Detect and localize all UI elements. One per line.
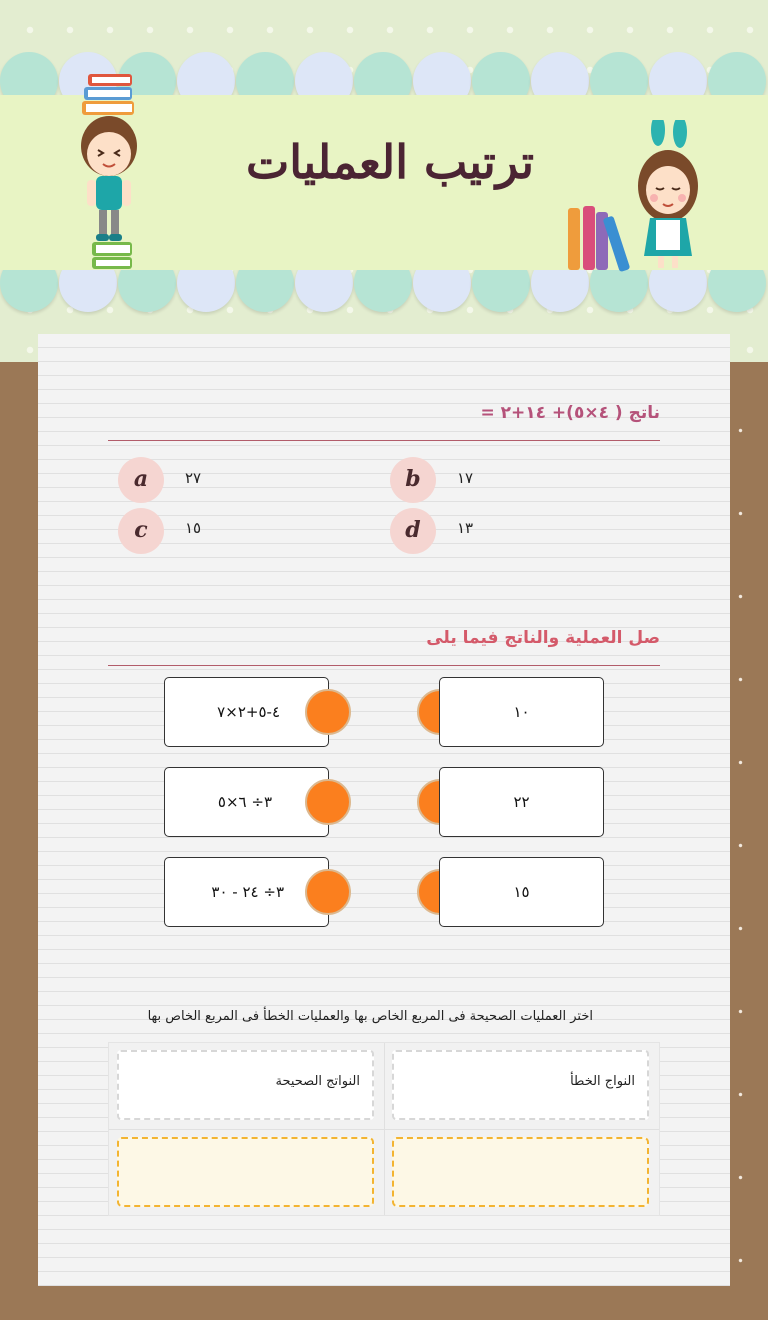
match-right-item-1[interactable]: ١٠ <box>439 677 604 747</box>
match-left-connector-2[interactable] <box>305 779 351 825</box>
option-d-value[interactable]: ١٣ <box>457 519 474 537</box>
match-right-item-2[interactable]: ٢٢ <box>439 767 604 837</box>
match-left-connector-1[interactable] <box>305 689 351 735</box>
option-b-value[interactable]: ١٧ <box>457 469 474 487</box>
match-left-item-1[interactable]: ٤-٥+٢×٧ <box>164 677 329 747</box>
question1-divider <box>108 440 660 441</box>
option-a-badge[interactable]: a <box>118 457 164 503</box>
option-b-badge[interactable]: b <box>390 457 436 503</box>
question1-prompt: ناتج ( ٤×٥)+ ١٤+٢ = <box>480 403 660 423</box>
question3-instruction: اختر العمليات الصحيحة فى المربع الخاص بها والعمليات الخطأ فى المربع الخاص بها <box>147 1009 593 1024</box>
match-right-item-3[interactable]: ١٥ <box>439 857 604 927</box>
question2-prompt: صل العملية والناتج فيما يلى <box>426 628 660 648</box>
question2-divider <box>108 665 660 666</box>
option-d-badge[interactable]: d <box>390 508 436 554</box>
grid-divider-horizontal <box>109 1129 659 1130</box>
wrong-results-dropzone[interactable] <box>392 1137 649 1207</box>
girl-with-books-illustration <box>566 120 701 274</box>
option-c-value[interactable]: ١٥ <box>185 519 202 537</box>
match-left-item-3[interactable]: ٣÷ ٢٤ - ٣٠ <box>164 857 329 927</box>
option-c-badge[interactable]: c <box>118 508 164 554</box>
boy-with-books-illustration <box>78 72 140 274</box>
wrong-results-label: النواج الخطأ <box>392 1050 649 1120</box>
correct-results-label: النواتج الصحيحة <box>117 1050 374 1120</box>
match-left-item-2[interactable]: ٣÷ ٦×٥ <box>164 767 329 837</box>
match-left-connector-3[interactable] <box>305 869 351 915</box>
option-a-value[interactable]: ٢٧ <box>185 469 202 487</box>
correct-results-dropzone[interactable] <box>117 1137 374 1207</box>
page-title: ترتيب العمليات <box>245 135 535 189</box>
